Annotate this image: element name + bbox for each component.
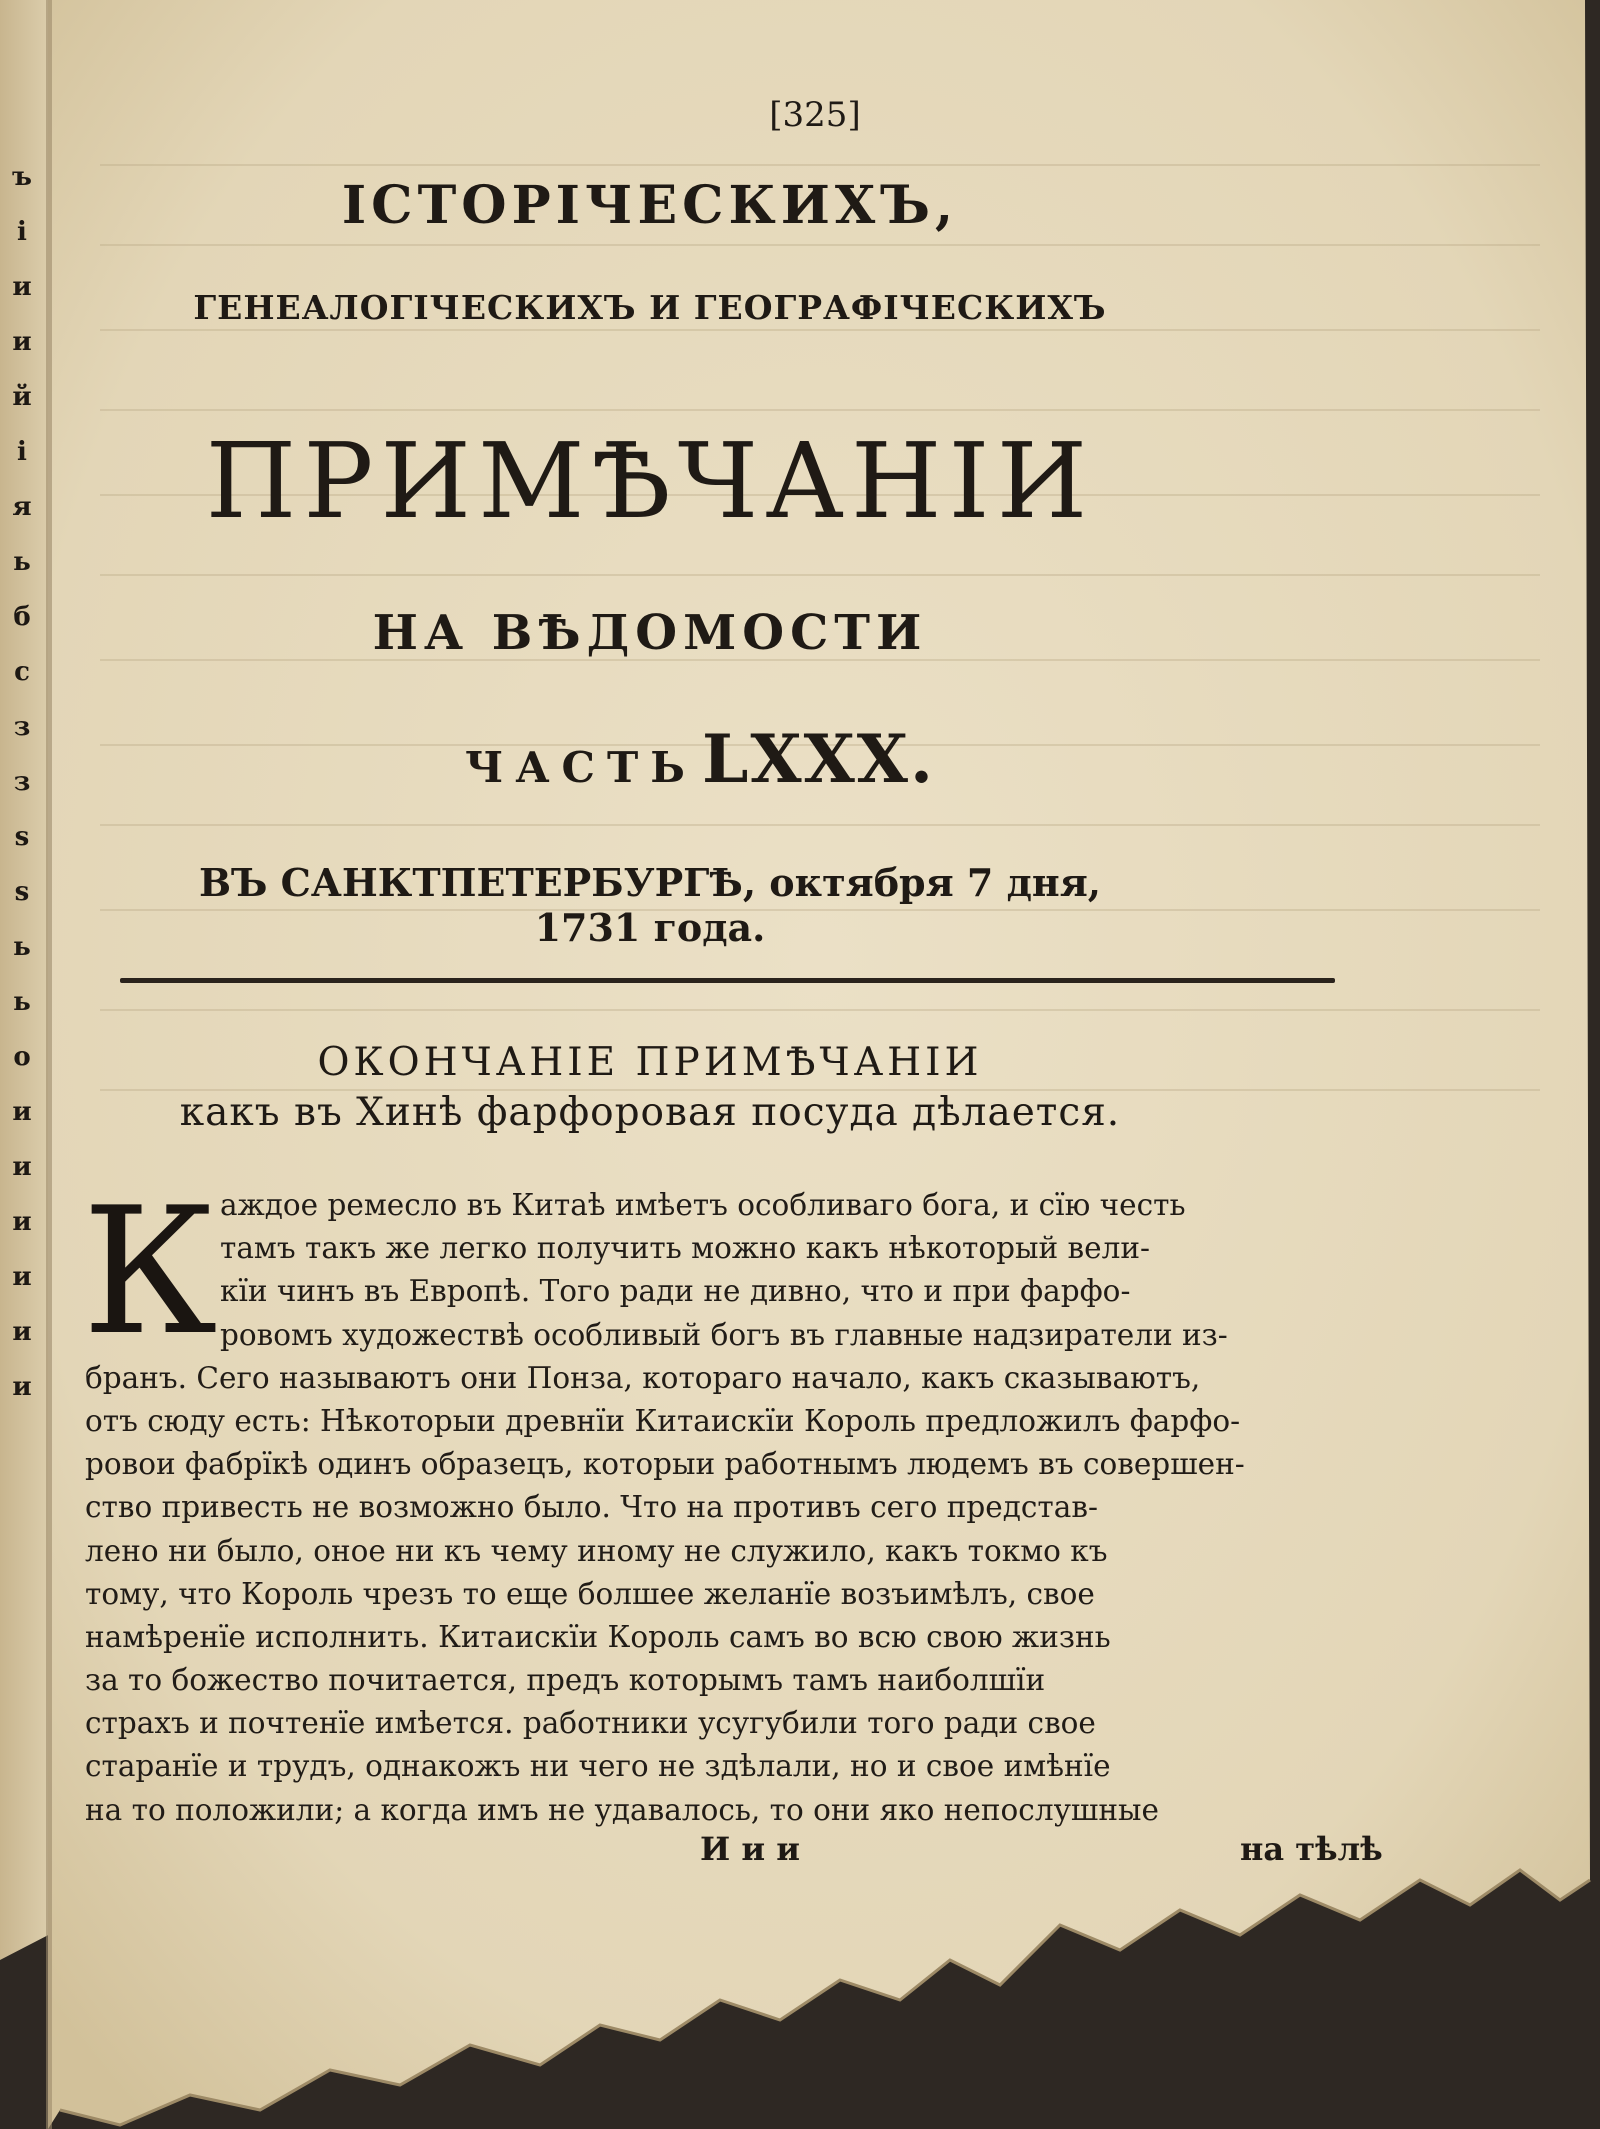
- body-line: отъ сюду есть: Нѣкоторыи древнїи Китаискїи Король предложилъ фарфо-: [85, 1403, 1241, 1438]
- title-genealogical-geographical: ГЕНЕАЛОГІЧЕСКИХЪ И ГЕОГРАФІЧЕСКИХЪ: [193, 288, 1107, 327]
- body-line: ровои фабрїкѣ одинъ образецъ, которыи работнымъ людемъ въ совершен-: [85, 1447, 1245, 1482]
- horizontal-rule: [120, 978, 1335, 983]
- part-number: LXXX.: [701, 720, 935, 798]
- body-line: за то божество почитается, предъ которымъ тамъ наиболшїи: [85, 1663, 1046, 1698]
- spine-letter: ь: [13, 547, 31, 577]
- body-line: страхъ и почтенїе имѣется. работники усугубили того ради свое: [85, 1706, 1096, 1741]
- body-line: тамъ такъ же легко получить можно какъ нѣкоторый вели-: [220, 1231, 1150, 1266]
- body-line: ство привесть не возможно было. Что на противъ сего представ-: [85, 1490, 1098, 1525]
- spine-letter: и: [12, 1097, 32, 1127]
- body-line: тому, что Король чрезъ то еще болшее желанїе возъимѣлъ, свое: [85, 1576, 1095, 1611]
- body-line: бранъ. Сего называютъ они Понза, котораго начало, какъ сказываютъ,: [85, 1360, 1201, 1395]
- adjacent-page-letters: [0, 150, 44, 1415]
- spine-letter: ь: [13, 987, 31, 1017]
- body-line: ровомъ художествѣ особливый богъ въ главные надзиратели из-: [220, 1317, 1228, 1352]
- title-historical: ІСТОРІЧЕСКИХЪ,: [341, 175, 959, 236]
- dateline: ВЪ САНКТПЕТЕРБУРГѢ, октября 7 дня, 1731 года.: [198, 860, 1102, 950]
- spine-letter: я: [12, 492, 32, 522]
- signature-mark: И и и: [700, 1830, 800, 1868]
- spine-letter: и: [12, 1372, 32, 1402]
- spine-letter: з: [13, 767, 31, 797]
- part-heading: [300, 720, 1100, 798]
- spine-letter: i: [17, 217, 27, 247]
- spine-letter: ь: [13, 932, 31, 962]
- spine-letter: s: [14, 877, 30, 907]
- body-line: на то положили; а когда имъ не удавалось, то они яко непослушные: [85, 1792, 1159, 1827]
- title-notes: ПРИМѢЧАНІИ: [205, 420, 1095, 542]
- spine-letter: о: [13, 1042, 31, 1072]
- section-subtitle: какъ въ Хинѣ фарфоровая посуда дѣлается.: [179, 1090, 1121, 1135]
- section-title: ОКОНЧАНІЕ ПРИМѢЧАНІИ: [317, 1040, 983, 1085]
- spine-letter: з: [13, 712, 31, 742]
- spine-letter: i: [17, 437, 27, 467]
- spine-letter: s: [14, 822, 30, 852]
- spine-letter: б: [13, 602, 31, 632]
- body-line: лено ни было, оное ни къ чему иному не служило, какъ токмо къ: [85, 1533, 1108, 1568]
- body-line: намѣренїе исполнить. Китаискїи Король самъ во всю свою жизнь: [85, 1619, 1111, 1654]
- catchword: на тѣлѣ: [1240, 1830, 1383, 1868]
- spine-letter: и: [12, 1207, 32, 1237]
- spine-letter: и: [12, 1317, 32, 1347]
- page-number: [325]: [769, 95, 861, 135]
- spine-letter: и: [12, 327, 32, 357]
- body-text: [85, 1184, 1385, 1832]
- body-line: кїи чинъ въ Европѣ. Того ради не дивно, что и при фарфо-: [220, 1274, 1131, 1309]
- spine-letter: и: [12, 1262, 32, 1292]
- title-on-gazette: НА ВѢДОМОСТИ: [372, 605, 928, 661]
- spine-letter: с: [14, 657, 30, 687]
- drop-cap: К: [82, 1171, 218, 1374]
- spine-letter: и: [12, 1152, 32, 1182]
- body-line: аждое ремесло въ Китаѣ имѣетъ особливаго бога, и сїю честь: [220, 1188, 1186, 1222]
- part-word: ЧАСТЬ: [464, 743, 697, 792]
- spine-letter: ъ: [12, 162, 32, 192]
- spine-letter: и: [12, 272, 32, 302]
- spine-letter: й: [12, 382, 32, 412]
- body-line: старанїе и трудъ, однакожъ ни чего не здѣлали, но и свое имѣнїе: [85, 1749, 1111, 1784]
